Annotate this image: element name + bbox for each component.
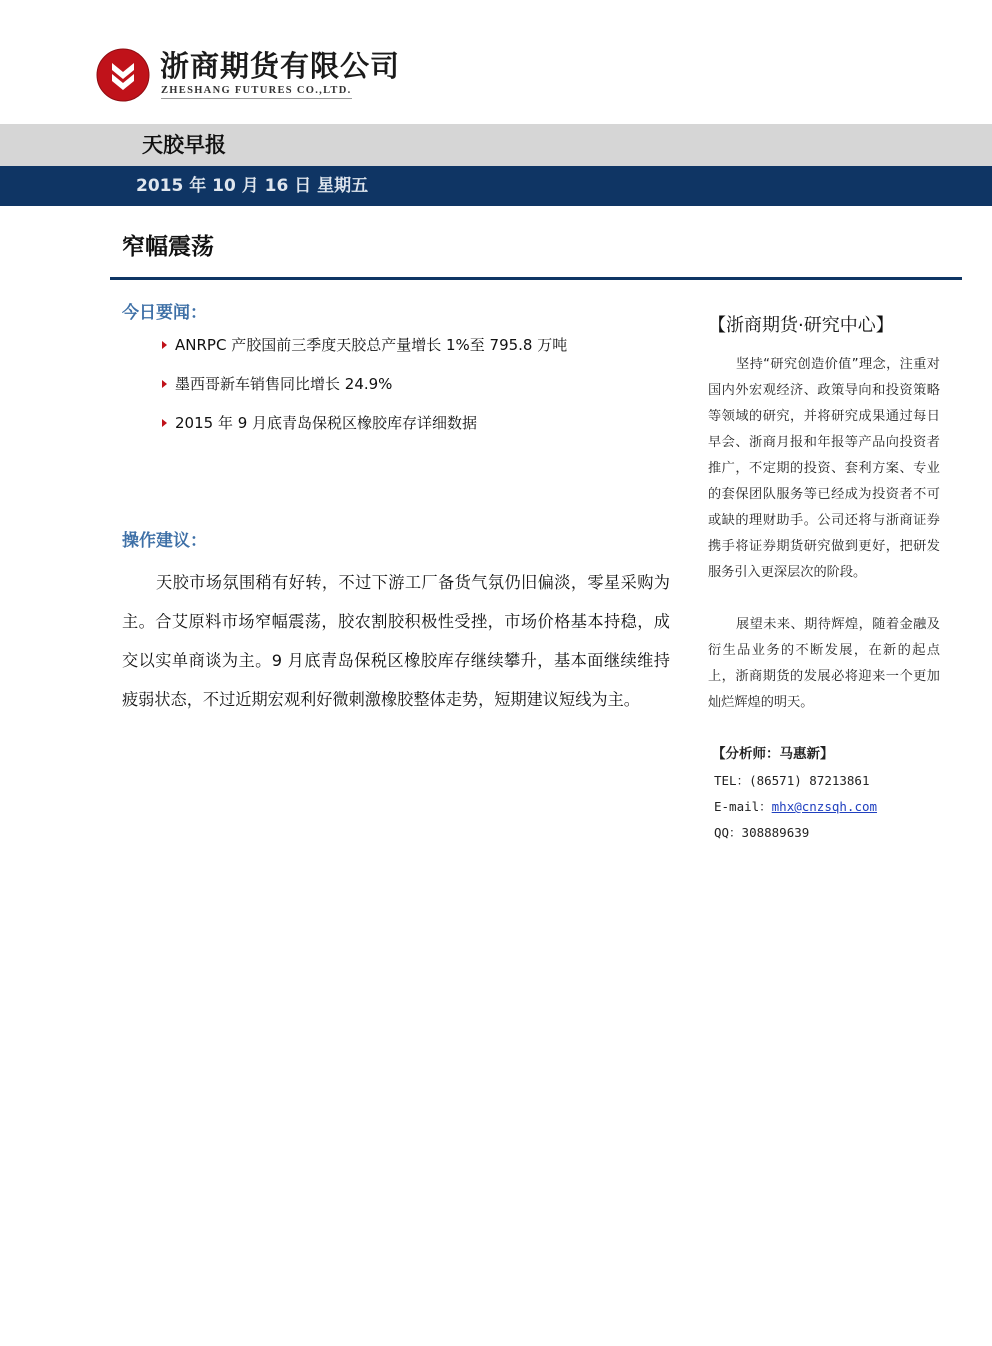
page-title: 窄幅震荡 — [122, 234, 214, 260]
news-heading: 今日要闻： — [122, 303, 207, 323]
research-center-outlook: 展望未来、期待辉煌，随着金融及衍生品业务的不断发展，在新的起点上，浙商期货的发展必将迎来一个更加灿烂辉煌的明天。 — [708, 617, 940, 710]
bullet-arrow-icon — [162, 341, 167, 349]
analyst-label: 【分析师：马惠新】 — [712, 746, 834, 762]
email-label: E-mail： — [714, 799, 772, 814]
research-center-title: 【浙商期货·研究中心】 — [708, 315, 894, 336]
report-date: 2015 年 10 月 16 日 星期五 — [136, 176, 369, 196]
news-item-text: 墨西哥新车销售同比增长 24.9% — [175, 375, 393, 393]
company-logo-icon — [96, 48, 150, 102]
advice-paragraph: 天胶市场氛围稍有好转，不过下游工厂备货气氛仍旧偏淡，零星采购为主。合艾原料市场窄幅震荡，胶农割胶积极性受挫，市场价格基本持稳，成交以实单商谈为主。9 月底青岛保税区橡胶库存继续攀升，基本面继续维持疲弱状态，不过近期宏观利好微刺激橡胶整体走势，短期建议短线为主。 — [122, 573, 670, 709]
analyst-email-link[interactable]: mhx@cnzsqh.com — [771, 799, 878, 814]
news-item-text: 2015 年 9 月底青岛保税区橡胶库存详细数据 — [175, 414, 478, 432]
analyst-tel: TEL：(86571) 87213861 — [714, 773, 870, 788]
news-item — [162, 412, 477, 434]
analyst-qq: QQ：308889639 — [714, 825, 810, 840]
news-item — [162, 373, 392, 395]
research-center-intro: 坚持“研究创造价值”理念，注重对国内外宏观经济、政策导向和投资策略等领域的研究，并将研究成果通过每日早会、浙商月报和年报等产品向投资者推广，不定期的投资、套利方案、专业的套保团队服务等已经成为投资者不可或缺的理财助手。公司还将与浙商证券携手将证券期货研究做到更好，把研发服务引入更深层次的阶段。 — [708, 357, 940, 580]
news-item — [162, 334, 567, 356]
analyst-email-row — [714, 796, 877, 818]
title-divider — [110, 277, 962, 280]
company-name-en: ZHESHANG FUTURES CO.,LTD. — [161, 85, 352, 99]
bullet-arrow-icon — [162, 419, 167, 427]
bullet-arrow-icon — [162, 380, 167, 388]
company-name-cn: 浙商期货有限公司 — [160, 49, 401, 83]
report-type-label: 天胶早报 — [142, 133, 226, 157]
advice-heading: 操作建议： — [122, 531, 207, 551]
news-item-text: ANRPC 产胶国前三季度天胶总产量增长 1%至 795.8 万吨 — [175, 336, 568, 354]
